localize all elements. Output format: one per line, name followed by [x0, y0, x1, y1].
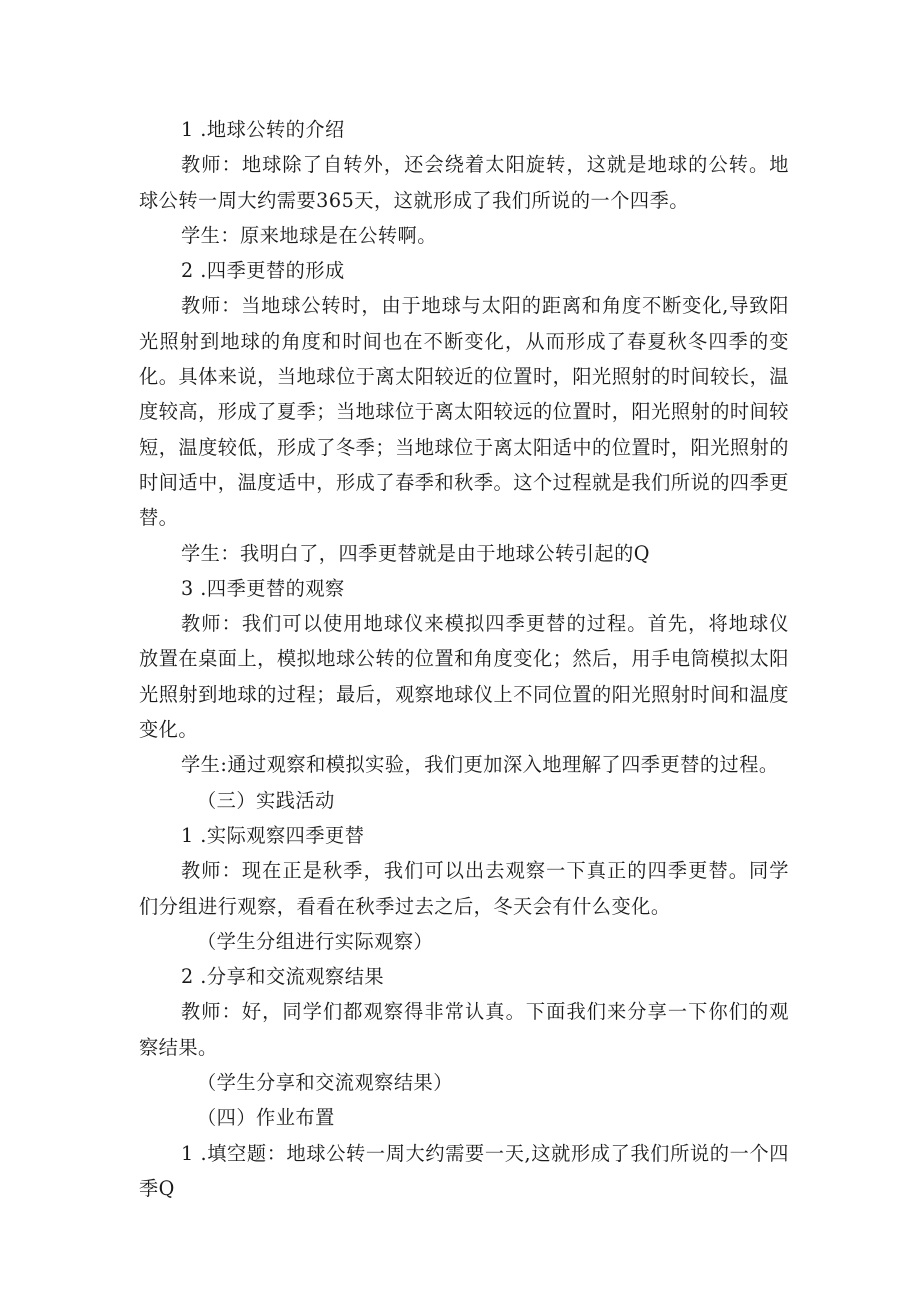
student-paragraph: 学生：我明白了，四季更替就是由于地球公转引起的Q: [181, 541, 651, 565]
section-heading-homework: （四）作业布置: [197, 1106, 335, 1130]
teacher-paragraph: 教师：现在正是秋季，我们可以出去观察一下真正的四季更替。同学们分组进行观察，看看在秋季过去之后，冬天会有什么变化。: [139, 859, 789, 918]
teacher-paragraph: 教师：地球除了自转外，还会绕着太阳旋转，这就是地球的公转。地球公转一周大约需要365天，这就形成了我们所说的一个四季。: [139, 153, 789, 212]
student-paragraph: 学生：原来地球是在公转啊。: [181, 223, 437, 247]
teacher-paragraph: 教师：好，同学们都观察得非常认真。下面我们来分享一下你们的观察结果。: [139, 1000, 789, 1059]
teacher-paragraph: 教师：我们可以使用地球仪来模拟四季更替的过程。首先，将地球仪放置在桌面上，模拟地球公转的位置和角度变化；然后，用手电筒模拟太阳光照射到地球的过程；最后，观察地球仪上不同位置的阳光照射时间和温度变化。: [139, 612, 789, 742]
homework-fill-blank: 1 .填空题：地球公转一周大约需要一天,这就形成了我们所说的一个四季Q: [139, 1141, 789, 1200]
teacher-paragraph: 教师：当地球公转时，由于地球与太阳的距离和角度不断变化,导致阳光照射到地球的角度和时间也在不断变化，从而形成了春夏秋冬四季的变化。具体来说，当地球位于离太阳较近的位置时，阳光照射的时间较长，温度较高，形成了夏季；当地球位于离太阳较远的位置时，阳光照射的时间较短，温度较低，形成了冬季；当地球位于离太阳适中的位置时，阳光照射的时间适中，温度适中，形成了春季和秋季。这个过程就是我们所说的四季更替。: [139, 294, 789, 530]
section-heading-practice: （三）实践活动: [197, 788, 335, 812]
heading-season-observation: 3 .四季更替的观察: [181, 576, 345, 600]
heading-actual-observation: 1 .实际观察四季更替: [181, 823, 365, 847]
heading-share-results: 2 .分享和交流观察结果: [181, 965, 385, 989]
stage-direction: （学生分组进行实际观察）: [197, 929, 434, 953]
heading-earth-revolution-intro: 1 .地球公转的介绍: [181, 118, 345, 141]
document-body: [139, 112, 789, 1206]
heading-season-formation: 2 .四季更替的形成: [181, 259, 345, 283]
student-paragraph: 学生:通过观察和模拟实验，我们更加深入地理解了四季更替的过程。: [181, 753, 779, 777]
stage-direction: （学生分享和交流观察结果）: [197, 1071, 453, 1095]
